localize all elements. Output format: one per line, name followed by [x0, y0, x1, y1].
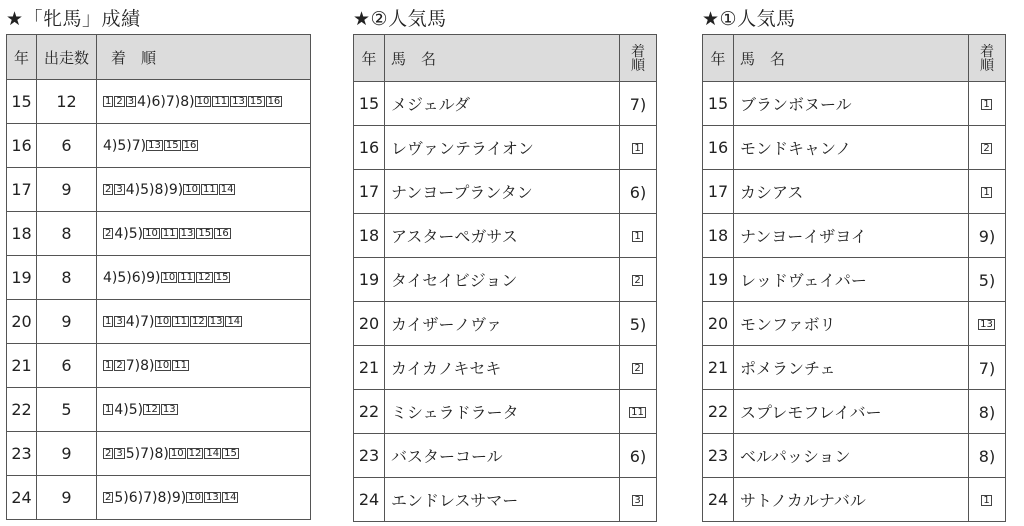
- horse-name-cell: メジェルダ: [385, 82, 620, 126]
- rank-cell: [620, 346, 657, 390]
- rank: 5): [629, 314, 647, 334]
- table-row: [354, 478, 657, 522]
- table-row: [703, 434, 1006, 478]
- table-row: [7, 80, 311, 124]
- boxed-rank: 13: [232, 96, 245, 107]
- boxed-rank: 11: [631, 407, 644, 418]
- ranks-cell: [97, 168, 311, 212]
- year-cell: 23: [703, 434, 734, 478]
- boxed-rank: 1: [634, 143, 641, 154]
- first-favorite-block: [702, 6, 1006, 522]
- rank: 7): [140, 445, 155, 462]
- horse-name-cell: レッドヴェイパー: [734, 258, 969, 302]
- horse-name-cell: ベルパッション: [734, 434, 969, 478]
- boxed-rank: 2: [116, 96, 123, 107]
- rank: 6): [131, 269, 147, 286]
- rank: 7): [143, 489, 158, 506]
- boxed-rank: 11: [174, 360, 187, 371]
- count-cell: 8: [37, 212, 97, 256]
- boxed-rank: 16: [267, 96, 281, 107]
- table-row: [703, 346, 1006, 390]
- rank-cell: [969, 126, 1006, 170]
- rank: 4): [103, 269, 118, 286]
- boxed-rank: 10: [156, 316, 170, 327]
- rank: 7): [125, 357, 141, 374]
- year-cell: 20: [7, 300, 37, 344]
- rank: 8): [978, 446, 996, 466]
- header-row: [354, 35, 657, 82]
- boxed-rank: 13: [205, 492, 219, 503]
- ranks-cell: [97, 388, 311, 432]
- table-row: [703, 478, 1006, 522]
- year-cell: 17: [703, 170, 734, 214]
- boxed-rank: 2: [105, 492, 112, 503]
- boxed-rank: 1: [983, 187, 990, 198]
- boxed-rank: 2: [634, 275, 641, 286]
- boxed-rank: 12: [188, 448, 202, 459]
- rank: 8): [180, 93, 195, 110]
- rank-cell: [620, 126, 657, 170]
- rank: 7): [131, 137, 147, 154]
- rank: 7): [140, 313, 155, 330]
- boxed-rank: 15: [249, 96, 263, 107]
- rank-cell: [969, 478, 1006, 522]
- year-cell: 16: [7, 124, 37, 168]
- year-cell: 17: [7, 168, 37, 212]
- horse-name-cell: モンドキャンノ: [734, 126, 969, 170]
- horse-name-cell: レヴァンテライオン: [385, 126, 620, 170]
- year-cell: 19: [7, 256, 37, 300]
- table-row: [354, 302, 657, 346]
- count-cell: 5: [37, 388, 97, 432]
- rank: 4): [137, 93, 152, 110]
- rank-cell: [620, 434, 657, 478]
- table-row: [354, 390, 657, 434]
- boxed-rank: 15: [215, 272, 229, 283]
- header-horse-name: 馬 名: [734, 35, 969, 82]
- rank: 5): [125, 445, 141, 462]
- rank: 9): [171, 489, 187, 506]
- header-rank: [620, 35, 657, 82]
- rank-cell: [620, 390, 657, 434]
- boxed-rank: 15: [165, 140, 179, 151]
- table-row: [7, 432, 311, 476]
- count-cell: 9: [37, 476, 97, 520]
- header-year: 年: [7, 35, 37, 80]
- count-cell: 9: [37, 168, 97, 212]
- horse-name-cell: ミシェラドラータ: [385, 390, 620, 434]
- year-cell: 19: [703, 258, 734, 302]
- boxed-rank: 14: [206, 448, 220, 459]
- rank: 9): [146, 269, 161, 286]
- ranks-cell: [97, 344, 311, 388]
- year-cell: 23: [354, 434, 385, 478]
- rank: 6): [629, 182, 647, 202]
- boxed-rank: 15: [224, 448, 237, 459]
- boxed-rank: 12: [197, 272, 211, 283]
- boxed-rank: 14: [223, 492, 237, 503]
- rank-cell: [969, 390, 1006, 434]
- header-rank-line2: 順: [631, 58, 645, 74]
- horse-name-cell: サトノカルナバル: [734, 478, 969, 522]
- ranks-cell: [97, 124, 311, 168]
- boxed-rank: 1: [105, 360, 112, 371]
- boxed-rank: 1: [983, 495, 990, 506]
- table-row: [354, 258, 657, 302]
- boxed-rank: 2: [105, 184, 112, 195]
- rank-cell: [620, 258, 657, 302]
- boxed-rank: 13: [162, 404, 176, 415]
- header-year: 年: [354, 35, 385, 82]
- year-cell: 23: [7, 432, 37, 476]
- boxed-rank: 3: [634, 495, 641, 506]
- mare-results-table: [6, 34, 311, 520]
- horse-name-cell: スプレモフレイバー: [734, 390, 969, 434]
- header-ranks: 着 順: [97, 35, 311, 80]
- count-cell: 9: [37, 300, 97, 344]
- rank: 4): [125, 313, 141, 330]
- boxed-rank: 3: [116, 448, 123, 459]
- ranks-cell: [97, 476, 311, 520]
- first-favorite-title: ★①人気馬: [702, 8, 796, 30]
- rank: 8): [157, 489, 172, 506]
- table-row: [354, 82, 657, 126]
- rank: 5): [128, 401, 144, 418]
- table-row: [703, 214, 1006, 258]
- year-cell: 18: [703, 214, 734, 258]
- year-cell: 17: [354, 170, 385, 214]
- boxed-rank: 2: [116, 360, 123, 371]
- rank-cell: [620, 302, 657, 346]
- rank: 8): [978, 402, 996, 422]
- rank-cell: [620, 478, 657, 522]
- rank-cell: [969, 302, 1006, 346]
- rank: 8): [154, 445, 169, 462]
- header-year: 年: [703, 35, 734, 82]
- rank: 6): [151, 93, 166, 110]
- table-row: [703, 82, 1006, 126]
- year-cell: 18: [354, 214, 385, 258]
- rank: 7): [978, 358, 996, 378]
- boxed-rank: 10: [170, 448, 184, 459]
- rank: 4): [103, 137, 118, 154]
- ranks-cell: [97, 300, 311, 344]
- header-row: [7, 35, 311, 80]
- count-cell: 8: [37, 256, 97, 300]
- year-cell: 16: [354, 126, 385, 170]
- rank: 5): [117, 269, 132, 286]
- rank: 4): [125, 181, 141, 198]
- year-cell: 15: [7, 80, 37, 124]
- count-cell: 6: [37, 344, 97, 388]
- count-cell: 9: [37, 432, 97, 476]
- boxed-rank: 1: [983, 99, 990, 110]
- boxed-rank: 1: [105, 96, 112, 107]
- rank-cell: [969, 214, 1006, 258]
- boxed-rank: 13: [180, 228, 194, 239]
- horse-name-cell: カシアス: [734, 170, 969, 214]
- horse-name-cell: カイザーノヴァ: [385, 302, 620, 346]
- ranks-cell: [97, 432, 311, 476]
- header-rank-line1: 着: [980, 44, 994, 60]
- horse-name-cell: エンドレスサマー: [385, 478, 620, 522]
- second-favorite-block: [353, 6, 657, 522]
- count-cell: 12: [37, 80, 97, 124]
- second-favorite-title: ★②人気馬: [353, 8, 447, 30]
- rank-cell: [969, 82, 1006, 126]
- boxed-rank: 10: [156, 360, 170, 371]
- table-row: [7, 256, 311, 300]
- horse-name-cell: タイセイビジョン: [385, 258, 620, 302]
- horse-name-cell: ナンヨーイザヨイ: [734, 214, 969, 258]
- table-row: [703, 302, 1006, 346]
- rank: 5): [978, 270, 996, 290]
- horse-name-cell: ナンヨープランタン: [385, 170, 620, 214]
- rank-cell: [969, 170, 1006, 214]
- table-row: [7, 124, 311, 168]
- rank: 8): [154, 181, 169, 198]
- header-rank-line2: 順: [980, 58, 994, 74]
- table-row: [703, 390, 1006, 434]
- year-cell: 19: [354, 258, 385, 302]
- rank: 6): [128, 489, 144, 506]
- table-row: [354, 170, 657, 214]
- year-cell: 20: [354, 302, 385, 346]
- boxed-rank: 14: [227, 316, 241, 327]
- ranks-cell: [97, 256, 311, 300]
- rank: 4): [114, 225, 129, 242]
- boxed-rank: 10: [145, 228, 158, 239]
- rank: 4): [114, 401, 129, 418]
- rank: 9): [978, 226, 996, 246]
- boxed-rank: 16: [183, 140, 197, 151]
- horse-name-cell: カイカノキセキ: [385, 346, 620, 390]
- boxed-rank: 11: [202, 184, 216, 195]
- rank: 5): [128, 225, 144, 242]
- boxed-rank: 10: [188, 492, 201, 503]
- horse-name-cell: モンファボリ: [734, 302, 969, 346]
- year-cell: 24: [354, 478, 385, 522]
- table-row: [354, 434, 657, 478]
- rank-cell: [969, 346, 1006, 390]
- rank-cell: [620, 82, 657, 126]
- year-cell: 16: [703, 126, 734, 170]
- boxed-rank: 13: [980, 319, 993, 330]
- table-row: [7, 388, 311, 432]
- year-cell: 20: [703, 302, 734, 346]
- boxed-rank: 12: [145, 404, 158, 415]
- boxed-rank: 11: [180, 272, 193, 283]
- table-row: [354, 126, 657, 170]
- table-row: [354, 346, 657, 390]
- rank-cell: [620, 214, 657, 258]
- header-row: [703, 35, 1006, 82]
- boxed-rank: 13: [209, 316, 223, 327]
- rank: 7): [165, 93, 181, 110]
- table-row: [7, 212, 311, 256]
- table-row: [7, 300, 311, 344]
- header-horse-name: 馬 名: [385, 35, 620, 82]
- boxed-rank: 10: [196, 96, 210, 107]
- boxed-rank: 2: [105, 448, 112, 459]
- boxed-rank: 10: [185, 184, 198, 195]
- rank-cell: [969, 434, 1006, 478]
- horse-name-cell: ブランボヌール: [734, 82, 969, 126]
- rank: 9): [168, 181, 184, 198]
- year-cell: 24: [703, 478, 734, 522]
- year-cell: 21: [7, 344, 37, 388]
- ranks-cell: [97, 80, 311, 124]
- table-row: [703, 126, 1006, 170]
- rank: 8): [140, 357, 155, 374]
- boxed-rank: 11: [174, 316, 187, 327]
- boxed-rank: 3: [116, 316, 123, 327]
- second-favorite-table: [353, 34, 657, 522]
- rank: 5): [140, 181, 155, 198]
- mare-results-block: [6, 6, 311, 520]
- table-row: [354, 214, 657, 258]
- boxed-rank: 14: [220, 184, 234, 195]
- first-favorite-table: [702, 34, 1006, 522]
- year-cell: 15: [354, 82, 385, 126]
- boxed-rank: 3: [116, 184, 123, 195]
- header-rank-line1: 着: [631, 44, 645, 60]
- boxed-rank: 11: [162, 228, 176, 239]
- year-cell: 22: [354, 390, 385, 434]
- year-cell: 22: [7, 388, 37, 432]
- rank-cell: [969, 258, 1006, 302]
- boxed-rank: 10: [162, 272, 176, 283]
- year-cell: 15: [703, 82, 734, 126]
- year-cell: 21: [703, 346, 734, 390]
- year-cell: 21: [354, 346, 385, 390]
- table-row: [7, 344, 311, 388]
- rank-cell: [620, 170, 657, 214]
- count-cell: 6: [37, 124, 97, 168]
- boxed-rank: 12: [191, 316, 205, 327]
- mare-results-title: ★「牝馬」成績: [6, 8, 141, 30]
- table-row: [7, 476, 311, 520]
- header-count: 出走数: [37, 35, 97, 80]
- table-row: [703, 170, 1006, 214]
- rank: 6): [629, 446, 647, 466]
- boxed-rank: 16: [216, 228, 229, 239]
- rank: 7): [629, 94, 647, 114]
- year-cell: 22: [703, 390, 734, 434]
- boxed-rank: 3: [127, 96, 135, 107]
- boxed-rank: 1: [634, 231, 641, 242]
- horse-name-cell: ポメランチェ: [734, 346, 969, 390]
- horse-name-cell: アスターペガサス: [385, 214, 620, 258]
- horse-name-cell: バスターコール: [385, 434, 620, 478]
- year-cell: 18: [7, 212, 37, 256]
- boxed-rank: 1: [105, 404, 112, 415]
- table-row: [7, 168, 311, 212]
- rank: 5): [114, 489, 129, 506]
- boxed-rank: 13: [148, 140, 161, 151]
- boxed-rank: 2: [634, 363, 641, 374]
- header-rank: [969, 35, 1006, 82]
- rank: 5): [117, 137, 132, 154]
- boxed-rank: 2: [105, 228, 112, 239]
- ranks-cell: [97, 212, 311, 256]
- boxed-rank: 1: [105, 316, 112, 327]
- year-cell: 24: [7, 476, 37, 520]
- boxed-rank: 11: [214, 96, 228, 107]
- boxed-rank: 2: [983, 143, 990, 154]
- table-row: [703, 258, 1006, 302]
- boxed-rank: 15: [198, 228, 212, 239]
